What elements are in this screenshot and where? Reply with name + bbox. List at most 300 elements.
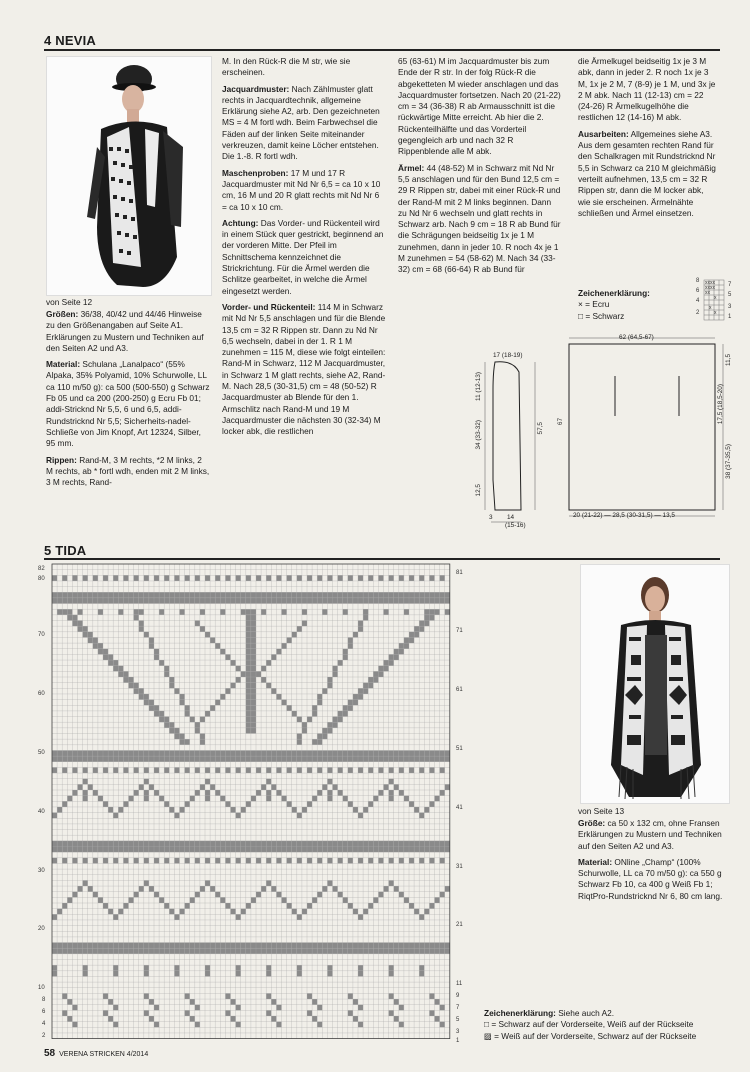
chart-cell <box>394 886 399 892</box>
row-tick: 9 <box>456 993 460 999</box>
chart-cell <box>343 796 348 802</box>
chart-cell <box>195 847 200 853</box>
chart-cell <box>389 660 394 666</box>
chart-cell <box>144 779 149 785</box>
chart-cell <box>282 643 287 649</box>
chart-cell <box>424 592 429 598</box>
chart-cell <box>266 943 271 949</box>
chart-cell <box>307 801 312 807</box>
chart-cell <box>246 643 251 649</box>
section-4-column-1 <box>46 309 210 493</box>
chart-cell <box>215 841 220 847</box>
chart-cell <box>78 609 83 615</box>
paragraph-label: Vorder- und Rückenteil: <box>222 301 316 312</box>
chart-cell <box>118 671 123 677</box>
chart-cell <box>271 943 276 949</box>
legend-title-suffix: Siehe auch A2. <box>555 1008 615 1018</box>
chart-cell <box>256 892 261 898</box>
chart-cell <box>317 750 322 756</box>
chart-cell <box>149 948 154 954</box>
chart-cell <box>256 767 261 773</box>
chart-cell <box>302 722 307 728</box>
chart-cell <box>368 767 373 773</box>
chart-cell <box>389 756 394 762</box>
chart-cell <box>98 643 103 649</box>
chart-cell <box>205 965 210 971</box>
paragraph-label: Achtung: <box>222 217 259 228</box>
chart-cell <box>343 897 348 903</box>
chart-cell <box>144 756 149 762</box>
chart-cell <box>190 948 195 954</box>
chart-cell <box>231 948 236 954</box>
chart-cell <box>419 965 424 971</box>
chart-cell <box>312 592 317 598</box>
chart-cell <box>358 688 363 694</box>
row-number: 4 <box>696 298 700 304</box>
chart-cell <box>57 847 62 853</box>
chart-cell <box>149 643 154 649</box>
chart-cell <box>118 750 123 756</box>
chart-cell <box>154 705 159 711</box>
chart-cell <box>287 705 292 711</box>
chart-cell <box>307 858 312 864</box>
section-4-title: 4 NEVIA <box>44 33 96 48</box>
chart-cell <box>399 592 404 598</box>
chart-cell <box>154 575 159 581</box>
chart-cell <box>67 796 72 802</box>
chart-cell <box>83 880 88 886</box>
chart-cell <box>292 750 297 756</box>
chart-cell <box>353 632 358 638</box>
chart-cell <box>93 841 98 847</box>
chart-cell <box>317 790 322 796</box>
chart-cell <box>205 847 210 853</box>
chart-cell <box>236 847 241 853</box>
row-tick: 20 <box>38 926 45 932</box>
chart-cell <box>225 767 230 773</box>
chart-cell <box>169 592 174 598</box>
chart-cell <box>103 993 108 999</box>
chart-cell <box>384 609 389 615</box>
chart-cell <box>266 993 271 999</box>
chart-cell <box>113 813 118 819</box>
chart-cell <box>317 592 322 598</box>
paragraph-label: Ärmel: <box>398 162 425 173</box>
chart-cell <box>302 943 307 949</box>
chart-cell <box>174 847 179 853</box>
chart-cell <box>373 750 378 756</box>
chart-cell <box>154 841 159 847</box>
chart-cell <box>134 750 139 756</box>
chart-cell <box>378 750 383 756</box>
chart-cell <box>195 728 200 734</box>
chart-cell <box>394 1016 399 1022</box>
chart-cell <box>215 858 220 864</box>
chart-cell <box>353 756 358 762</box>
chart-cell <box>276 598 281 604</box>
paragraph-label: Größen: <box>46 309 79 319</box>
chart-cell <box>72 948 77 954</box>
chart-cell <box>200 626 205 632</box>
chart-cell <box>144 1010 149 1016</box>
chart-cell <box>348 903 353 909</box>
chart-cell <box>297 971 302 977</box>
chart-cell <box>256 841 261 847</box>
chart-cell <box>348 847 353 853</box>
chart-cell <box>134 683 139 689</box>
chart-cell <box>62 948 67 954</box>
chart-cell <box>210 750 215 756</box>
row-tick: 71 <box>456 628 463 634</box>
chart-cell <box>98 609 103 615</box>
chart-cell <box>93 637 98 643</box>
chart-cell <box>215 750 220 756</box>
chart-cell <box>246 666 251 672</box>
chart-cell <box>185 598 190 604</box>
chart-cell <box>348 993 353 999</box>
chart-cell <box>62 756 67 762</box>
chart-cell <box>317 943 322 949</box>
chart-cell <box>210 637 215 643</box>
chart-cell <box>327 943 332 949</box>
body-dim-right-b: 17,5 (18,5-20) <box>717 384 724 425</box>
chart-cell <box>287 847 292 853</box>
chart-cell <box>363 909 368 915</box>
chart-cell <box>205 880 210 886</box>
chart-cell <box>215 790 220 796</box>
chart-cell <box>118 948 123 954</box>
chart-cell <box>429 615 434 621</box>
chart-cell <box>129 677 134 683</box>
chart-cell <box>353 909 358 915</box>
chart-cell <box>118 598 123 604</box>
chart-cell <box>72 621 77 627</box>
chart-cell <box>307 903 312 909</box>
row-tick: 81 <box>456 570 463 576</box>
chart-cell <box>333 666 338 672</box>
chart-cell <box>62 993 67 999</box>
chart-cell <box>57 948 62 954</box>
chart-cell <box>251 615 256 621</box>
chart-cell <box>353 750 358 756</box>
svg-text:xxxx: xxxx <box>705 280 715 286</box>
chart-cell <box>123 767 128 773</box>
chart-cell <box>251 598 256 604</box>
chart-cell <box>123 943 128 949</box>
chart-cell <box>83 750 88 756</box>
chart-cell <box>246 717 251 723</box>
chart-cell <box>373 847 378 853</box>
chart-cell <box>231 1016 236 1022</box>
section-5-title: 5 TIDA <box>44 543 87 558</box>
chart-cell <box>429 598 434 604</box>
chart-cell <box>251 688 256 694</box>
row-tick: 8 <box>42 997 46 1003</box>
chart-cell <box>251 626 256 632</box>
chart-cell <box>154 711 159 717</box>
chart-cell <box>271 841 276 847</box>
chart-cell <box>317 767 322 773</box>
chart-cell <box>144 790 149 796</box>
chart-cell <box>327 677 332 683</box>
chart-cell <box>358 694 363 700</box>
sleeve-dim-left-lower: 12,5 <box>475 484 482 497</box>
chart-cell <box>266 592 271 598</box>
chart-cell <box>302 841 307 847</box>
chart-cell <box>174 598 179 604</box>
chart-cell <box>399 575 404 581</box>
chart-cell <box>205 592 210 598</box>
chart-cell <box>205 841 210 847</box>
chart-cell <box>93 598 98 604</box>
chart-cell <box>144 943 149 949</box>
chart-cell <box>220 649 225 655</box>
chart-cell <box>251 609 256 615</box>
chart-cell <box>220 897 225 903</box>
chart-cell <box>282 948 287 954</box>
chart-cell <box>57 750 62 756</box>
chart-cell <box>445 847 450 853</box>
chart-cell <box>57 756 62 762</box>
chart-cell <box>409 841 414 847</box>
chart-cell <box>108 999 113 1005</box>
chart-cell <box>139 592 144 598</box>
chart-cell <box>266 575 271 581</box>
chart-cell <box>384 592 389 598</box>
chart-cell <box>200 886 205 892</box>
chart-cell <box>103 654 108 660</box>
chart-cell <box>276 694 281 700</box>
chart-cell <box>159 711 164 717</box>
chart-cell <box>440 841 445 847</box>
chart-cell <box>200 841 205 847</box>
chart-cell <box>327 847 332 853</box>
chart-cell <box>180 756 185 762</box>
chart-cell <box>292 711 297 717</box>
chart-cell <box>72 615 77 621</box>
chart-cell <box>261 592 266 598</box>
chart-cell <box>424 943 429 949</box>
chart-cell <box>118 666 123 672</box>
chart-cell <box>327 598 332 604</box>
chart-cell <box>389 796 394 802</box>
chart-cell <box>333 722 338 728</box>
chart-cell <box>322 598 327 604</box>
paragraph-label: Material: <box>578 856 613 867</box>
chart-cell <box>246 858 251 864</box>
chart-cell <box>409 858 414 864</box>
chart-cell <box>307 750 312 756</box>
chart-cell <box>118 943 123 949</box>
chart-cell <box>358 1005 363 1011</box>
chart-cell <box>72 598 77 604</box>
chart-cell <box>190 598 195 604</box>
chart-cell <box>348 943 353 949</box>
chart-cell <box>343 750 348 756</box>
chart-cell <box>200 943 205 949</box>
chart-cell <box>302 948 307 954</box>
chart-cell <box>83 948 88 954</box>
chart-cell <box>424 621 429 627</box>
row-number: 6 <box>696 288 700 294</box>
chart-cell <box>154 756 159 762</box>
chart-cell <box>292 632 297 638</box>
chart-cell <box>195 575 200 581</box>
chart-cell <box>327 971 332 977</box>
row-tick: 21 <box>456 922 463 928</box>
chart-cell <box>220 609 225 615</box>
chart-cell <box>322 784 327 790</box>
chart-cell <box>399 643 404 649</box>
chart-cell <box>164 847 169 853</box>
chart-cell <box>399 790 404 796</box>
chart-cell <box>389 880 394 886</box>
chart-cell <box>149 784 154 790</box>
chart-cell <box>144 880 149 886</box>
chart-cell <box>322 750 327 756</box>
chart-cell <box>236 841 241 847</box>
page-footer <box>44 1048 148 1059</box>
chart-cell <box>312 796 317 802</box>
chart-cell <box>302 909 307 915</box>
chart-cell <box>389 592 394 598</box>
chart-cell <box>164 858 169 864</box>
size-paragraph <box>578 818 724 852</box>
chart-cell <box>164 671 169 677</box>
chart-cell <box>389 847 394 853</box>
chart-cell <box>149 943 154 949</box>
chart-cell <box>429 609 434 615</box>
chart-cell <box>246 700 251 706</box>
chart-cell <box>123 750 128 756</box>
chart-cell <box>276 756 281 762</box>
chart-cell <box>327 722 332 728</box>
chart-cell <box>225 756 230 762</box>
chart-cell <box>435 1016 440 1022</box>
chart-cell <box>404 796 409 802</box>
chart-cell <box>241 598 246 604</box>
chart-cell <box>144 598 149 604</box>
chart-cell <box>368 683 373 689</box>
chart-cell <box>78 621 83 627</box>
chart-cell <box>287 756 292 762</box>
chart-cell <box>307 948 312 954</box>
chart-cell <box>384 948 389 954</box>
chart-cell <box>368 943 373 949</box>
chart-cell <box>88 756 93 762</box>
chart-cell <box>154 948 159 954</box>
row-tick: 11 <box>456 981 463 987</box>
chart-cell <box>266 847 271 853</box>
chart-cell <box>169 756 174 762</box>
chart-cell <box>236 1005 241 1011</box>
chart-cell <box>312 756 317 762</box>
chart-cell <box>440 847 445 853</box>
chart-cell <box>440 575 445 581</box>
chart-cell <box>251 694 256 700</box>
chart-cell <box>88 598 93 604</box>
row-tick: 4 <box>42 1021 46 1027</box>
chart-cell <box>134 790 139 796</box>
chart-cell <box>231 847 236 853</box>
chart-cell <box>409 575 414 581</box>
chart-cell <box>200 739 205 745</box>
chart-cell <box>414 626 419 632</box>
chart-cell <box>83 841 88 847</box>
chart-cell <box>429 575 434 581</box>
chart-cell <box>62 841 67 847</box>
chart-cell <box>419 943 424 949</box>
chart-cell <box>129 592 134 598</box>
chart-cell <box>276 790 281 796</box>
chart-cell <box>246 847 251 853</box>
chart-cell <box>317 847 322 853</box>
chart-cell <box>338 756 343 762</box>
chart-cell <box>399 841 404 847</box>
chart-cell <box>134 948 139 954</box>
chart-cell <box>57 909 62 915</box>
chart-cell <box>98 841 103 847</box>
chart-cell <box>358 1022 363 1028</box>
chart-cell <box>292 756 297 762</box>
chart-cell <box>358 756 363 762</box>
svg-text:xx: xx <box>705 290 710 296</box>
chart-cell <box>154 858 159 864</box>
chart-cell <box>261 598 266 604</box>
chart-cell <box>343 756 348 762</box>
chart-cell <box>144 575 149 581</box>
chart-cell <box>256 592 261 598</box>
chart-cell <box>419 841 424 847</box>
chart-cell <box>246 671 251 677</box>
legend-item-black-front: □ = Schwarz auf der Vorderseite, Weiß auf der Rückseite <box>484 1019 694 1030</box>
chart-cell <box>276 892 281 898</box>
chart-cell <box>276 767 281 773</box>
chart-cell <box>169 598 174 604</box>
chart-cell <box>195 841 200 847</box>
chart-cell <box>185 943 190 949</box>
chart-cell <box>373 897 378 903</box>
chart-cell <box>180 807 185 813</box>
chart-cell <box>185 739 190 745</box>
chart-cell <box>363 807 368 813</box>
chart-cell <box>276 948 281 954</box>
chart-cell <box>363 756 368 762</box>
chart-cell <box>215 643 220 649</box>
chart-cell <box>261 756 266 762</box>
chart-cell <box>373 943 378 949</box>
paragraph-text: ca 50 x 132 cm, ohne Fransen Erklärungen zu Mustern und Techniken auf den Seiten A2 und A3. <box>578 818 722 851</box>
chart-cell <box>220 756 225 762</box>
chart-cell <box>205 750 210 756</box>
chart-cell <box>368 592 373 598</box>
chart-cell <box>72 790 77 796</box>
row-tick: 61 <box>456 687 463 693</box>
paragraph-text: Allgemeines siehe A3. Aus dem gesamten rechten Rand für den Schalkragen mit Rundstricknd Nr 5,5 in Schwarz ca 210 M gleichmäßig verteilt aufnehmen, 13,5 cm = 32 R Rippen str, dann die M locker abk, wie sie erscheinen. Ärmelnähte schließen und Ärmel einsetzen. <box>578 128 716 218</box>
chart-cell <box>72 592 77 598</box>
chart-cell <box>429 858 434 864</box>
chart-cell <box>287 750 292 756</box>
chart-cell <box>169 750 174 756</box>
chart-cell <box>394 649 399 655</box>
chart-cell <box>139 756 144 762</box>
chart-cell <box>83 626 88 632</box>
chart-cell <box>78 948 83 954</box>
chart-cell <box>266 971 271 977</box>
chart-cell <box>72 1022 77 1028</box>
paragraph-text: die Ärmelkugel beidseitig 1x je 3 M abk, dann in jeder 2. R noch 1x je 3 M, 1x je 2 M, 7 (8-9) je 1 M, und 3x je 2 M abk. Nach 11 (12-13) cm = 22 (24-26) R Ärmelkugelhöhe die restlichen 12 (14-16) M abk. <box>578 56 716 123</box>
chart-cell <box>445 609 450 615</box>
